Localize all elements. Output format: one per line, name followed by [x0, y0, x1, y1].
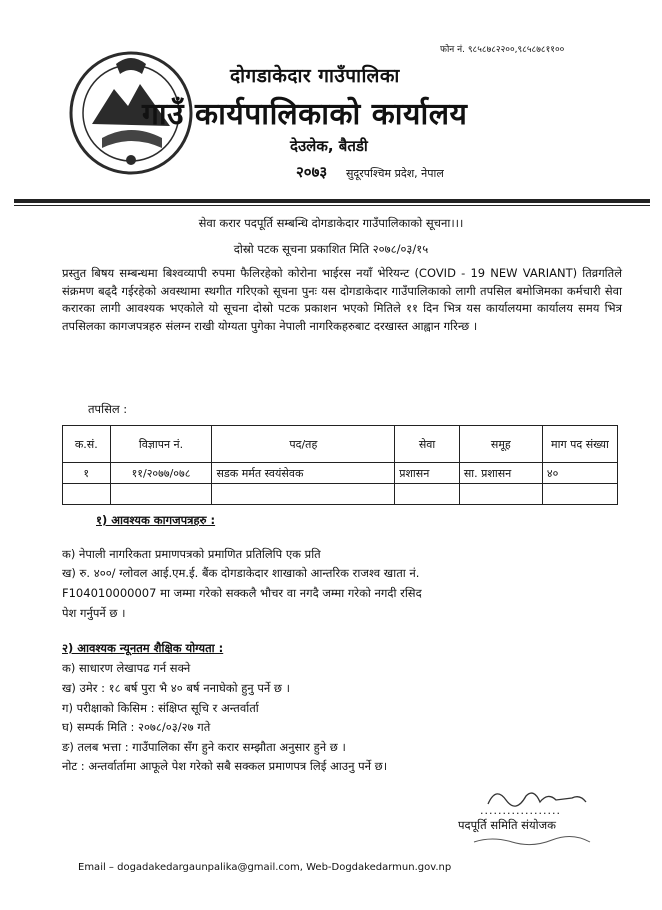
office-name: दोगडाकेदार गाउँपालिका: [230, 65, 400, 87]
notice-body: प्रस्तुत बिषय सम्बन्धमा बिश्वव्यापी रुपमा फैलिरहेको कोरोना भाईरस नयाँ भेरियन्ट (COVID - 19 NEW VARIANT) तिव्रगतिले संक्रमण बढ्दै गईरहेको अवस्थामा स्थगीत गरिएको सूचना पुनः यस दोगडाकेदार गाउँपालिकाको लागी तपसिल बमोजिमका कर्मचारी सेवा करारका लागी आवश्यक भएकोले यो सूचना दोस्रो पटक प्रकाशन भएको मितिले ११ दिन भित्र यस कार्यालयमा कार्यालय समय भित्र तपसिलका कागजपत्रहरु संलग्न राखी योग्यता पुगेका नेपाली नागरिकहरुबाट दरखास्त आह्वान गरिन्छ ।: [62, 266, 622, 333]
office-title: गाउँ कार्यपालिकाको कार्यालय: [142, 97, 468, 132]
qualification-item: घ) सम्पर्क मिति : २०७८/०३/२७ गते: [62, 720, 211, 734]
qualification-note: नोट : अन्तर्वार्तामा आफूले पेश गरेको सबै सक्कल प्रमाणपत्र लिई आउनु पर्ने छ।: [62, 759, 388, 773]
table-cell: [63, 484, 111, 505]
table-cell: १: [63, 463, 111, 484]
qualification-item: क) साधारण लेखापढ गर्न सक्ने: [62, 661, 191, 675]
signatory-title: पदपूर्ति समिति संयोजक: [458, 818, 556, 832]
table-cell: [110, 484, 212, 505]
table-cell: प्रशासन: [395, 463, 460, 484]
table-cell: ४०: [542, 463, 617, 484]
official-stamp-icon: [472, 834, 592, 846]
qualification-heading: २) आवश्यक न्यूनतम शैक्षिक योग्यता :: [62, 641, 224, 655]
signature-line: ..................: [480, 804, 561, 817]
table-header-cell: सेवा: [395, 426, 460, 463]
footer-contact: Email – dogadakedargaunpalika@gmail.com, Web-Dogdakedarmun.gov.np: [78, 862, 452, 873]
table-cell: [542, 484, 617, 505]
table-header-row: [63, 426, 618, 463]
table-header-cell: पद/तह: [212, 426, 395, 463]
table-header-cell: माग पद संख्या: [542, 426, 617, 463]
table-row: [63, 484, 618, 505]
office-province: सुदूरपश्चिम प्रदेश, नेपाल: [346, 167, 444, 180]
document-item: पेश गर्नुपर्ने छ ।: [62, 606, 126, 620]
documents-heading: १) आवश्यक कागजपत्रहरु :: [96, 513, 216, 527]
header-divider-thin: [14, 205, 650, 206]
table-cell: [459, 484, 542, 505]
phone-number: फोन नं. ९८५८७८२२००,९८५८७८११००: [440, 45, 565, 55]
table-header-cell: क.सं.: [63, 426, 111, 463]
document-item: F104010000007 मा जम्मा गरेको सक्कलै भौचर वा नगदै जम्मा गरेको नगदी रसिद: [62, 586, 422, 600]
table-cell: ११/२०७७/०७८: [110, 463, 212, 484]
table-cell: सा. प्रशासन: [459, 463, 542, 484]
table-cell: सडक मर्मत स्वयंसेवक: [212, 463, 395, 484]
table-cell: [212, 484, 395, 505]
notice-title: सेवा करार पदपूर्ति सम्बन्धि दोगडाकेदार गाउँपालिकाको सूचना।।।: [198, 216, 464, 230]
qualification-item: ग) परीक्षाको किसिम : संक्षिप्त सूचि र अन्तर्वार्ता: [62, 701, 259, 715]
vacancy-table: [62, 425, 618, 505]
notice-subtitle: दोस्रो पटक सूचना प्रकाशित मिति २०७८/०३/१५: [233, 242, 429, 256]
qualification-item: ङ) तलब भत्ता : गाउँपालिका सँग हुने करार सम्झौता अनुसार हुने छ ।: [62, 740, 346, 754]
document-item: ख) रु. ४००/ ग्लोवल आई.एम.ई. बैंक दोगडाकेदार शाखाको आन्तरिक राजश्व खाता नं.: [62, 566, 420, 580]
document-item: क) नेपाली नागरिकता प्रमाणपत्रको प्रमाणित प्रतिलिपि एक प्रति: [62, 547, 321, 561]
table-row: [63, 463, 618, 484]
header-divider: [14, 199, 650, 203]
table-header-cell: समूह: [459, 426, 542, 463]
established-year: २०७३: [296, 163, 328, 181]
tapsil-label: तपसिल :: [88, 402, 128, 416]
qualification-item: ख) उमेर : १८ बर्ष पुरा भै ४० बर्ष ननाघेको हुनु पर्ने छ ।: [62, 681, 290, 695]
table-header-cell: विज्ञापन नं.: [110, 426, 212, 463]
table-cell: [395, 484, 460, 505]
office-location: देउलेक, बैतडी: [290, 137, 368, 155]
